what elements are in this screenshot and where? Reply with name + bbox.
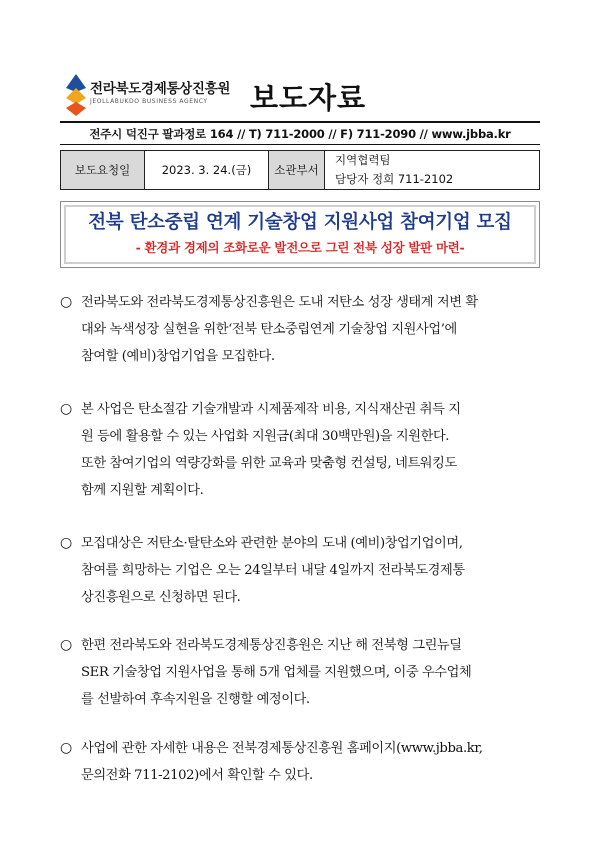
organization-name: 전라북도경제통상진흥원 [90,81,231,97]
info-table [60,150,540,190]
paragraph-line: 함께 지원할 계획이다. [81,483,204,498]
contact-strip: 전주시 덕진구 팔과정로 164 // T) 711-2000 // F) 711-2090 // www.jbba.kr [60,121,540,145]
headline-title: 전북 탄소중립 연계 기술창업 지원사업 참여기업 모집 [88,212,512,233]
document-type-heading: 보도자료 [250,81,367,115]
circle-bullet-icon: ○ [60,401,72,417]
department-name: 지역협력팀 [335,153,391,167]
organization-name-english: JEOLLABUKDO BUSINESS AGENCY [90,98,208,105]
request-date-label: 보도요청일 [61,151,145,189]
paragraph-line: 본 사업은 탄소절감 기술개발과 시제품제작 비용, 지식재산권 취득 지 [81,402,461,417]
paragraph-line: 참여를 희망하는 기업은 오는 24일부터 내달 4일까지 전라북도경제통 [81,563,465,578]
paragraph-line: 참여할 (예비)창업기업을 모집한다. [81,349,275,364]
paragraph-line: 대와 녹색성장 실현을 위한‘전북 탄소중립연계 기술창업 지원사업’에 [81,322,457,337]
paragraph-line: 사업에 관한 자세한 내용은 전북경제통상진흥원 홈페이지(www.jbba.kr, [81,741,483,756]
paragraph-line: 상진흥원으로 신청하면 된다. [81,590,241,605]
paragraph-line: 문의전화 711-2102)에서 확인할 수 있다. [81,768,313,783]
circle-bullet-icon: ○ [60,535,72,551]
circle-bullet-icon: ○ [60,740,72,756]
paragraph-line: 원 등에 활용할 수 있는 사업화 지원금(최대 30백만원)을 지원한다. [81,429,450,444]
organization-logo-icon [66,74,86,116]
paragraph-line: 또한 참여기업의 역량강화를 위한 교육과 맞춤형 컨설팅, 네트워킹도 [81,456,457,471]
department-label: 소관부서 [269,151,325,189]
paragraph-line: SER 기술창업 지원사업을 통해 5개 업체를 지원했으며, 이중 우수업체 [81,665,472,680]
circle-bullet-icon: ○ [60,294,72,310]
request-date-value: 2023. 3. 24.(금) [145,151,269,189]
headline-subtitle: - 환경과 경제의 조화로운 발전으로 그린 전북 성장 발판 마련- [135,240,465,255]
paragraph-line: 한편 전라북도와 전라북도경제통상진흥원은 지난 해 전북형 그린뉴딜 [81,638,462,653]
paragraph-line: 를 선발하여 후속지원을 진행할 예정이다. [81,692,310,707]
circle-bullet-icon: ○ [60,637,72,653]
headline-box [60,201,540,268]
paragraph-line: 모집대상은 저탄소·탈탄소와 관련한 분야의 도내 (예비)창업기업이며, [81,536,463,551]
paragraph-line: 전라북도와 전라북도경제통상진흥원은 도내 저탄소 성장 생태계 저변 확 [81,295,478,310]
department-cell [325,151,539,189]
contact-person: 담당자 정희 711-2102 [335,172,454,186]
